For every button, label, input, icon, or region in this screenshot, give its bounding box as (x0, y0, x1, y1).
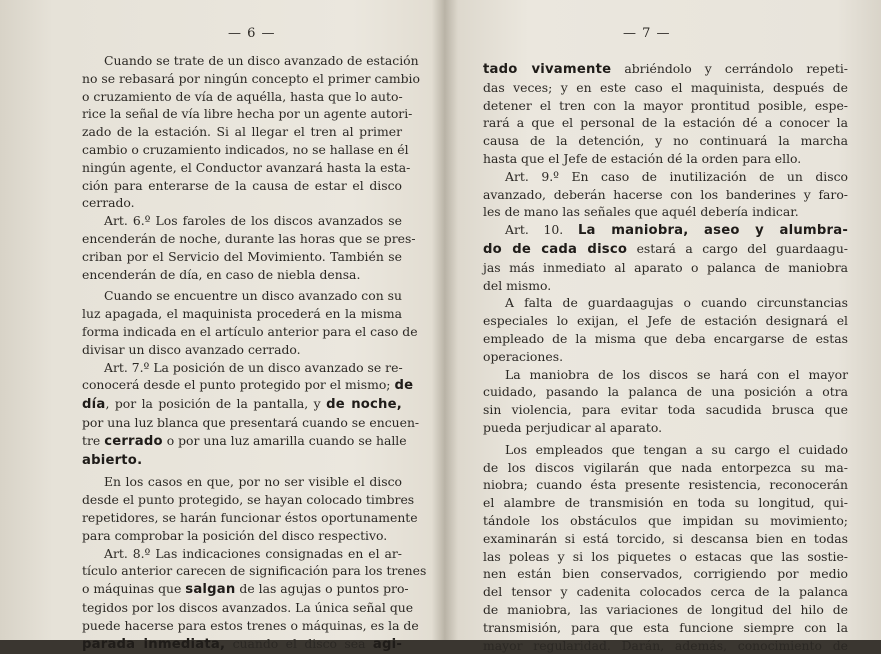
text-line: transmisión, para que esta funcione siempre con la (483, 619, 848, 637)
text-line: avanzado, deberán hacerse con los banderines y faro- (483, 186, 848, 204)
bold-phrase: salgan (185, 582, 235, 597)
bold-phrase: La maniobra, aseo y alumbra- (578, 223, 848, 238)
text-line: Los empleados que tengan a su cargo el cuidado (483, 441, 848, 459)
text-line: de maniobra, las variaciones de longitud del hilo de (483, 601, 848, 619)
text-line: niobra; cuando ésta presente resistencia, reconocerán (483, 476, 848, 494)
text-line: La maniobra de los discos se hará con el mayor (483, 366, 848, 384)
text-line: cuidado, pasando la palanca de una posición a otra (483, 383, 848, 401)
text-line: Cuando se encuentre un disco avanzado con su (82, 287, 402, 305)
text-line: operaciones. (483, 348, 848, 366)
bold-phrase: cerrado (104, 434, 163, 449)
text-line: criban por el Servicio del Movimiento. También se (82, 248, 402, 266)
bold-phrase: de noche, (326, 397, 402, 412)
text-line: jas más inmediato al aparato o palanca de maniobra (483, 259, 848, 277)
text-line: el alambre de transmisión en toda su longitud, qui- (483, 494, 848, 512)
text-line: especiales lo exijan, el Jefe de estación designará el (483, 312, 848, 330)
bold-phrase: do de cada disco (483, 242, 627, 257)
text-line: causa de la detención, y no continuará la marcha (483, 132, 848, 150)
text-line: tre cerrado o por una luz amarilla cuando se halle (82, 432, 402, 451)
right-page-text (483, 60, 848, 654)
page-number-left: — 6 — (228, 26, 276, 41)
bold-phrase: tado vivamente (483, 62, 611, 77)
text-line: puede hacerse para estos trenes o máquinas, es la de (82, 617, 402, 635)
text-line: o cruzamiento de vía de aquélla, hasta que lo auto- (82, 88, 402, 106)
text-line: de los discos vigilarán que nada entorpezca su ma- (483, 459, 848, 477)
text-line: para comprobar la posición del disco respectivo. (82, 527, 402, 545)
text-line: parada inmediata, cuando el disco sea agi- (82, 635, 402, 654)
text-line: rice la señal de vía libre hecha por un agente autori- (82, 105, 402, 123)
text-line: les de mano las señales que aquél debería indicar. (483, 203, 848, 221)
text-line: pueda perjudicar al aparato. (483, 419, 848, 437)
text-line: del tensor y cadenita colocados cerca de la palanca (483, 583, 848, 601)
text-line: forma indicada en el artículo anterior para el caso de (82, 323, 402, 341)
left-page (0, 0, 440, 640)
text-line: o máquinas que salgan de las agujas o puntos pro- (82, 580, 402, 599)
text-line: conocerá desde el punto protegido por el mismo; de (82, 376, 402, 395)
text-line: detener el tren con la mayor prontitud posible, espe- (483, 97, 848, 115)
text-line: ción para enterarse de la causa de estar el disco (82, 177, 402, 195)
text-line: En los casos en que, por no ser visible el disco (82, 473, 402, 491)
text-line: Art. 8.º Las indicaciones consignadas en el ar- (82, 545, 402, 563)
text-line: cambio o cruzamiento indicados, no se hallase en él (82, 141, 402, 159)
text-line: examinarán si está torcido, si descansa bien en todas (483, 530, 848, 548)
text-line: desde el punto protegido, se hayan colocado timbres (82, 491, 402, 509)
right-page (445, 0, 881, 640)
text-line: luz apagada, el maquinista procederá en la misma (82, 305, 402, 323)
text-line (82, 451, 402, 470)
text-line: zado de la estación. Si al llegar el tren al primer (82, 123, 402, 141)
text-line: encenderán de día, en caso de niebla densa. (82, 266, 402, 284)
text-line: encenderán de noche, durante las horas que se pres- (82, 230, 402, 248)
text-line: A falta de guardaagujas o cuando circunstancias (483, 294, 848, 312)
text-line: por una luz blanca que presentará cuando se encuen- (82, 414, 402, 432)
text-line: Art. 10. La maniobra, aseo y alumbra- (483, 221, 848, 240)
text-line: Art. 7.º La posición de un disco avanzado se re- (82, 359, 402, 377)
bold-phrase: parada inmediata, (82, 637, 225, 652)
text-line: tículo anterior carecen de significación para los trenes (82, 562, 402, 580)
text-line: tado vivamente abriéndolo y cerrándolo repeti- (483, 60, 848, 79)
bold-phrase: de (394, 378, 413, 393)
text-line: repetidores, se harán funcionar éstos oportunamente (82, 509, 402, 527)
page-number-right: — 7 — (623, 26, 671, 41)
text-line: sin violencia, para evitar toda sacudida brusca que (483, 401, 848, 419)
text-line: empleado de la misma que deba encargarse de estas (483, 330, 848, 348)
text-line: las poleas y si los piquetes o estacas que las sostie- (483, 548, 848, 566)
text-line: mayor regularidad. Darán, además, conocimiento de (483, 637, 848, 654)
text-line: Cuando se trate de un disco avanzado de estación (82, 52, 402, 70)
text-line: tándole los obstáculos que impidan su movimiento; (483, 512, 848, 530)
bold-phrase: agi- (373, 637, 402, 652)
text-line: do de cada disco estará a cargo del guardaagu- (483, 240, 848, 259)
bold-phrase: abierto. (82, 453, 142, 468)
text-line: Art. 6.º Los faroles de los discos avanzados se (82, 212, 402, 230)
text-line: del mismo. (483, 277, 848, 295)
text-line: hasta que el Jefe de estación dé la orden para ello. (483, 150, 848, 168)
bold-phrase: día (82, 397, 105, 412)
text-line: das veces; y en este caso el maquinista, después de (483, 79, 848, 97)
left-page-text (82, 52, 402, 653)
text-line: tegidos por los discos avanzados. La única señal que (82, 599, 402, 617)
text-line: cerrado. (82, 194, 402, 212)
text-line: nen están bien conservados, corrigiendo por medio (483, 565, 848, 583)
text-line: divisar un disco avanzado cerrado. (82, 341, 402, 359)
text-line: ningún agente, el Conductor avanzará hasta la esta- (82, 159, 402, 177)
text-line: Art. 9.º En caso de inutilización de un disco (483, 168, 848, 186)
text-line: rará a que el personal de la estación dé a conocer la (483, 114, 848, 132)
text-line: día, por la posición de la pantalla, y de noche, (82, 395, 402, 414)
text-line: no se rebasará por ningún concepto el primer cambio (82, 70, 402, 88)
